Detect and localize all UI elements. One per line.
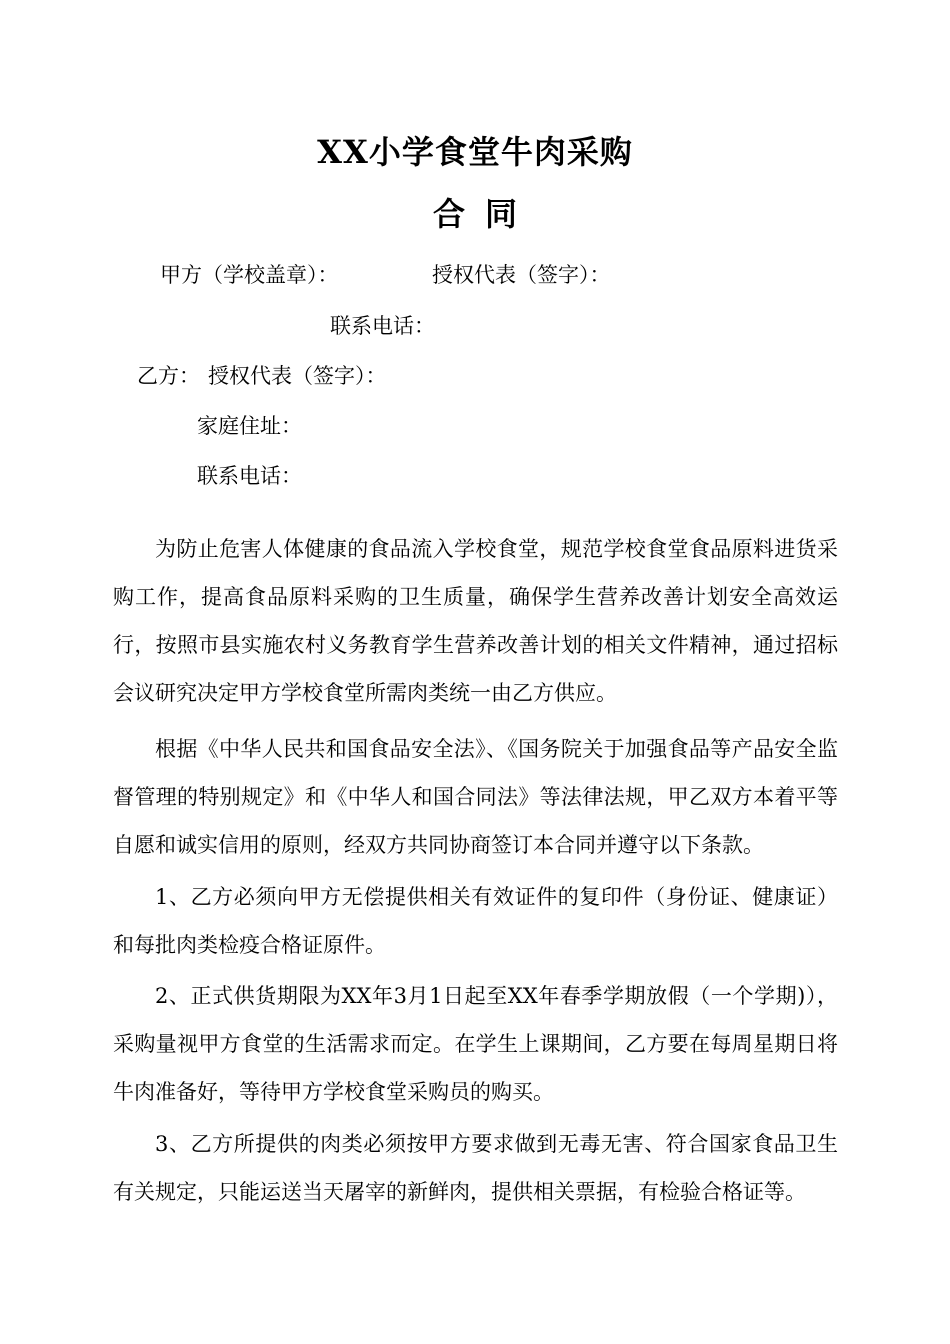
party-a-label: 甲方（学校盖章）：: [160, 263, 339, 287]
paragraph-purpose: 为防止危害人体健康的食品流入学校食堂，规范学校食堂食品原料进货采购工作，提高食品原料采购的卫生质量，确保学生营养改善计划安全高效运行，按照市县实施农村义务教育学生营养改善计划的相关文件精神，通过招标会议研究决定甲方学校食堂所需肉类统一由乙方供应。: [113, 537, 838, 705]
subtitle-char-2: 同: [485, 195, 518, 233]
paragraph-legal-basis: 根据《中华人民共和国食品安全法》、《国务院关于加强食品等产品安全监督管理的特别规定》和《中华人和国合同法》等法律法规，甲乙双方本着平等自愿和诚实信用的原则，经双方共同协商签订本合同并遵守以下条款。: [113, 737, 838, 857]
document-subtitle: [0, 190, 950, 238]
party-b-label: 乙方：: [137, 364, 200, 388]
clause-2: 2、正式供货期限为XX年3月1日起至XX年春季学期放假（一个学期)），采购量视甲方食堂的生活需求而定。在学生上课期间，乙方要在每周星期日将牛肉准备好，等待甲方学校食堂采购员的购买。: [113, 984, 838, 1104]
party-b-phone-label: 联系电话：: [197, 464, 302, 488]
party-b-address-label: 家庭住址：: [197, 414, 302, 438]
document-title: XX小学食堂牛肉采购: [317, 133, 633, 171]
party-a-rep-label: 授权代表（签字）：: [432, 263, 611, 287]
party-b-rep-label: 授权代表（签字）：: [208, 364, 387, 388]
subtitle-char-1: 合: [432, 195, 465, 233]
party-a-phone-label: 联系电话：: [330, 314, 435, 338]
clause-1: 1、乙方必须向甲方无偿提供相关有效证件的复印件（身份证、健康证）和每批肉类检疫合格证原件。: [113, 885, 838, 957]
clause-3: 3、乙方所提供的肉类必须按甲方要求做到无毒无害、符合国家食品卫生有关规定，只能运送当天屠宰的新鲜肉，提供相关票据，有检验合格证等。: [113, 1132, 838, 1204]
